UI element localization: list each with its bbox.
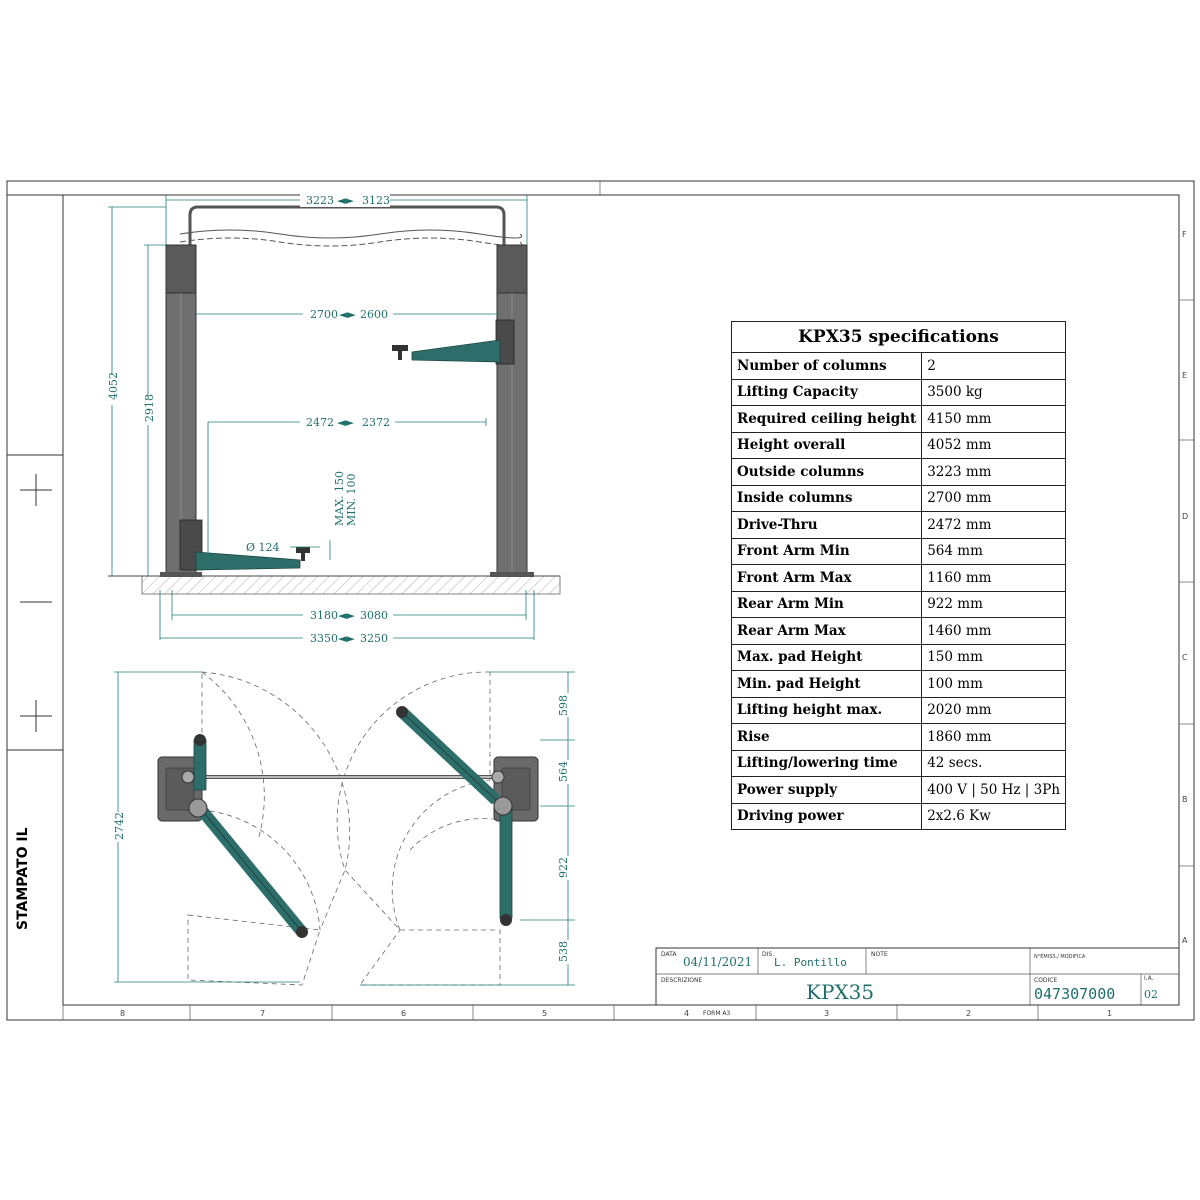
note-label: NOTE (871, 951, 888, 958)
spec-label: Drive-Thru (732, 512, 922, 539)
overhead-bar (190, 207, 504, 245)
description-label: DESCRIZIONE (661, 977, 703, 984)
dim-drive-left: 2472 (306, 416, 334, 429)
description-value: KPX35 (806, 980, 875, 1004)
zone-number: 8 (120, 1009, 126, 1018)
front-view (106, 193, 560, 645)
table-row (732, 644, 1066, 671)
spec-value: 150 mm (922, 644, 1066, 671)
zone-number: 7 (260, 1009, 266, 1018)
floor-slab (142, 576, 560, 594)
dim-total-left: 3350 (310, 632, 338, 645)
spec-value: 400 V | 50 Hz | 3Ph (922, 777, 1066, 804)
spec-value: 2472 mm (922, 512, 1066, 539)
table-row (732, 432, 1066, 459)
spec-label: Power supply (732, 777, 922, 804)
dim-height-inner: 2918 (143, 394, 156, 422)
dim-height-overall: 4052 (107, 372, 120, 400)
spec-value: 42 secs. (922, 750, 1066, 777)
svg-text:◄►: ◄► (337, 194, 354, 207)
ia-label: I.A. (1144, 975, 1154, 982)
spec-value: 1860 mm (922, 724, 1066, 751)
spec-label: Max. pad Height (732, 644, 922, 671)
svg-text:◄►: ◄► (339, 308, 356, 321)
dim-total-right: 3250 (360, 632, 388, 645)
svg-text:◄►: ◄► (337, 416, 354, 429)
spec-label: Min. pad Height (732, 671, 922, 698)
table-row (732, 538, 1066, 565)
zone-number: 3 (824, 1009, 830, 1018)
zone-number: 2 (966, 1009, 972, 1018)
table-row (732, 750, 1066, 777)
left-arm-lowered (180, 520, 310, 570)
dim-outside-left: 3223 (306, 194, 334, 207)
drawn-by: L. Pontillo (774, 956, 847, 969)
dim-base-right: 3080 (360, 609, 388, 622)
spec-value: 2020 mm (922, 697, 1066, 724)
spec-label: Lifting Capacity (732, 379, 922, 406)
zone-letter: B (1182, 795, 1188, 804)
drawn-label: DIS. (762, 951, 775, 958)
side-stamp: STAMPATO IL (15, 827, 31, 930)
spec-value: 2x2.6 Kw (922, 803, 1066, 830)
ia-value: 02 (1144, 988, 1158, 1001)
spec-label: Outside columns (732, 459, 922, 486)
zone-letter: D (1182, 512, 1189, 521)
spec-value: 4052 mm (922, 432, 1066, 459)
spec-label: Front Arm Max (732, 565, 922, 592)
issue-label: N°EMISS./ MODIFICA (1034, 954, 1086, 960)
table-row (732, 697, 1066, 724)
spec-table (731, 321, 1066, 830)
zone-letter: F (1182, 230, 1187, 239)
spec-label: Driving power (732, 803, 922, 830)
spec-value: 100 mm (922, 671, 1066, 698)
spec-value: 1460 mm (922, 618, 1066, 645)
table-row (732, 618, 1066, 645)
spec-title: KPX35 specifications (732, 322, 1066, 353)
spec-label: Rise (732, 724, 922, 751)
zone-letter: C (1182, 653, 1188, 662)
spec-label: Height overall (732, 432, 922, 459)
zone-letter: A (1182, 936, 1188, 945)
spec-label: Lifting/lowering time (732, 750, 922, 777)
dim-drive-right: 2372 (362, 416, 390, 429)
dim-pad-max: MAX. 150 (333, 470, 346, 526)
table-row (732, 512, 1066, 539)
spec-label: Front Arm Min (732, 538, 922, 565)
dim-pad-diameter: Ø 124 (246, 541, 280, 554)
top-view (112, 672, 575, 985)
dim-inside-left: 2700 (310, 308, 338, 321)
right-arm-raised (392, 320, 514, 364)
spec-value: 922 mm (922, 591, 1066, 618)
dim-base-left: 3180 (310, 609, 338, 622)
table-row (732, 803, 1066, 830)
zone-number: 6 (401, 1009, 407, 1018)
spec-value: 4150 mm (922, 406, 1066, 433)
svg-text:◄►: ◄► (338, 632, 355, 645)
dim-598: 598 (557, 695, 570, 716)
table-row (732, 353, 1066, 380)
dim-pad-min: MIN. 100 (345, 473, 358, 526)
code-value: 047307000 (1034, 985, 1116, 1003)
zone-number: 1 (1107, 1009, 1113, 1018)
spec-value: 3223 mm (922, 459, 1066, 486)
table-row (732, 777, 1066, 804)
zone-numbers (120, 1009, 1112, 1018)
spec-value: 2 (922, 353, 1066, 380)
svg-text:◄►: ◄► (338, 609, 355, 622)
left-arms (182, 734, 308, 938)
table-row (732, 459, 1066, 486)
spec-label: Rear Arm Max (732, 618, 922, 645)
date-value: 04/11/2021 (683, 955, 753, 969)
table-row (732, 565, 1066, 592)
table-row (732, 406, 1066, 433)
zone-number: 5 (542, 1009, 548, 1018)
dim-538: 538 (557, 941, 570, 962)
spec-label: Required ceiling height (732, 406, 922, 433)
code-label: CODICE (1034, 977, 1058, 984)
table-row (732, 671, 1066, 698)
spec-label: Rear Arm Min (732, 591, 922, 618)
spec-label: Lifting height max. (732, 697, 922, 724)
spec-label: Inside columns (732, 485, 922, 512)
zone-number: 4 (684, 1009, 690, 1018)
dim-564: 564 (557, 761, 570, 782)
dim-inside-right: 2600 (360, 308, 388, 321)
spec-value: 3500 kg (922, 379, 1066, 406)
zone-letters (1182, 230, 1188, 945)
date-label: DATA (661, 951, 677, 958)
table-row (732, 591, 1066, 618)
table-row (732, 379, 1066, 406)
spec-label: Number of columns (732, 353, 922, 380)
dim-outside-right: 3123 (362, 194, 390, 207)
table-row (732, 485, 1066, 512)
dim-922: 922 (557, 857, 570, 878)
form-label: FORM A3 (703, 1010, 731, 1017)
spec-value: 564 mm (922, 538, 1066, 565)
zone-letter: E (1182, 371, 1188, 380)
right-swing-zone (337, 672, 490, 930)
spec-value: 1160 mm (922, 565, 1066, 592)
table-row (732, 724, 1066, 751)
dim-depth-total: 2742 (113, 812, 126, 840)
spec-value: 2700 mm (922, 485, 1066, 512)
break-line (180, 230, 522, 238)
